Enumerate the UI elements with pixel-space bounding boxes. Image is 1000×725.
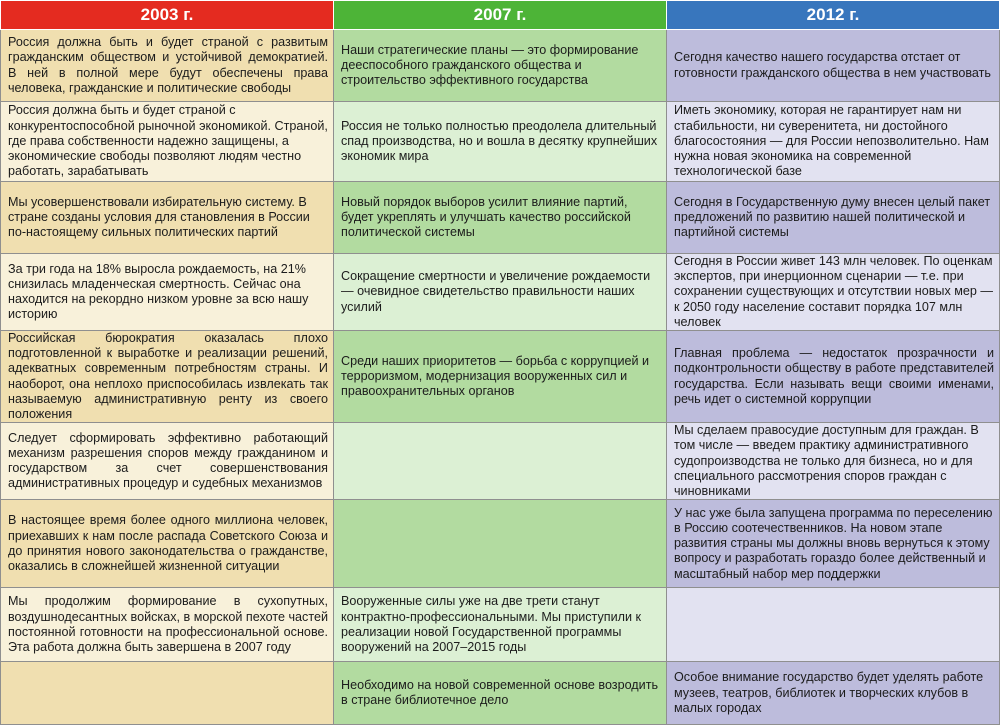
- table-row: [1, 30, 1000, 102]
- table-row: [1, 500, 1000, 588]
- cell-2003: Россия должна быть и будет страной с развитым гражданским обществом и устойчивой демократией. В ней в полной мере будут обеспечены права человека, гражданские и политические свободы: [1, 30, 334, 102]
- cell-2012: Сегодня качество нашего государства отстает от готовности гражданского общества в нем участвовать: [667, 30, 1000, 102]
- header-row: [1, 1, 1000, 30]
- table-row: [1, 662, 1000, 725]
- cell-2007: Вооруженные силы уже на две трети станут контрактно-профессиональными. Мы приступили к реализации новой Государственной программы вооружений на 2007–2015 годы: [334, 588, 667, 662]
- cell-2012: Иметь экономику, которая не гарантирует нам ни стабильности, ни суверенитета, ни достойного благосостояния — для России непозволительно. Нам нужна новая экономика на современной технологической базе: [667, 102, 1000, 182]
- table-row: [1, 102, 1000, 182]
- cell-2007: Россия не только полностью преодолела длительный спад производства, но и вошла в десятку крупнейших экономик мира: [334, 102, 667, 182]
- cell-2003: Мы усовершенствовали избирательную систему. В стране созданы условия для становления в России по-настоящему сильных политических партий: [1, 182, 334, 254]
- cell-2007: Сокращение смертности и увеличение рождаемости — очевидное свидетельство правильности наших усилий: [334, 254, 667, 331]
- cell-2003: Следует сформировать эффективно работающий механизм разрешения споров между гражданином и государством за счет совершенствования административных процедур и судебных механизмов: [1, 423, 334, 500]
- cell-2003: [1, 662, 334, 725]
- table-row: [1, 331, 1000, 423]
- cell-2003: Россия должна быть и будет страной с конкурентоспособной рыночной экономикой. Страной, где права собственности надежно защищены, а экономические свободы позволяют людям честно работать, зарабатывать: [1, 102, 334, 182]
- table-row: [1, 588, 1000, 662]
- header-2003: 2003 г.: [1, 1, 334, 30]
- cell-2007: Необходимо на новой современной основе возродить в стране библиотечное дело: [334, 662, 667, 725]
- table-row: [1, 423, 1000, 500]
- cell-2007: Наши стратегические планы — это формирование дееспособного гражданского общества и строительство эффективного государства: [334, 30, 667, 102]
- cell-2012: Главная проблема — недостаток прозрачности и подконтрольности обществу в работе представителей государства. Если называть вещи своими именами, речь идет о системной коррупции: [667, 331, 1000, 423]
- table-row: [1, 254, 1000, 331]
- cell-2007: Среди наших приоритетов — борьба с коррупцией и терроризмом, модернизация вооруженных сил и правоохранительных органов: [334, 331, 667, 423]
- cell-2007: [334, 500, 667, 588]
- cell-2003: Российская бюрократия оказалась плохо подготовленной к выработке и реализации решений, адекватных современным потребностям страны. И наоборот, она неплохо приспособилась извлекать так называемую административную ренту из своего положения: [1, 331, 334, 423]
- cell-2012: Мы сделаем правосудие доступным для граждан. В том числе — введем практику административного судопроизводства не только для бизнеса, но и для специального рассмотрения споров граждан с чиновниками: [667, 423, 1000, 500]
- cell-2003: В настоящее время более одного миллиона человек, приехавших к нам после распада Советского Союза и до принятия нового законодательства о гражданстве, оказались в сложнейшей жизненной ситуации: [1, 500, 334, 588]
- cell-2012: У нас уже была запущена программа по переселению в Россию соотечественников. На новом этапе развития страны мы должны вновь вернуться к этому вопросу и разработать гораздо более действенный и масштабный набор мер поддержки: [667, 500, 1000, 588]
- cell-2012: Сегодня в Государственную думу внесен целый пакет предложений по развитию нашей политической и партийной системы: [667, 182, 1000, 254]
- cell-2007: [334, 423, 667, 500]
- header-2007: 2007 г.: [334, 1, 667, 30]
- cell-2003: За три года на 18% выросла рождаемость, на 21% снизилась младенческая смертность. Сейчас она находится на рекордно низком уровне за всю нашу историю: [1, 254, 334, 331]
- cell-2007: Новый порядок выборов усилит влияние партий, будет укреплять и улучшать качество российской политической системы: [334, 182, 667, 254]
- cell-2003: Мы продолжим формирование в сухопутных, воздушнодесантных войсках, в морской пехоте частей постоянной готовности на профессиональной основе. Эта работа должна быть завершена в 2007 году: [1, 588, 334, 662]
- cell-2012: [667, 588, 1000, 662]
- table-row: [1, 182, 1000, 254]
- cell-2012: Особое внимание государство будет уделять работе музеев, театров, библиотек и творческих клубов в малых городах: [667, 662, 1000, 725]
- header-2012: 2012 г.: [667, 1, 1000, 30]
- cell-2012: Сегодня в России живет 143 млн человек. По оценкам экспертов, при инерционном сценарии — т.е. при сохранении существующих и отсутствии новых мер — к 2050 году население составит порядка 107 млн человек: [667, 254, 1000, 331]
